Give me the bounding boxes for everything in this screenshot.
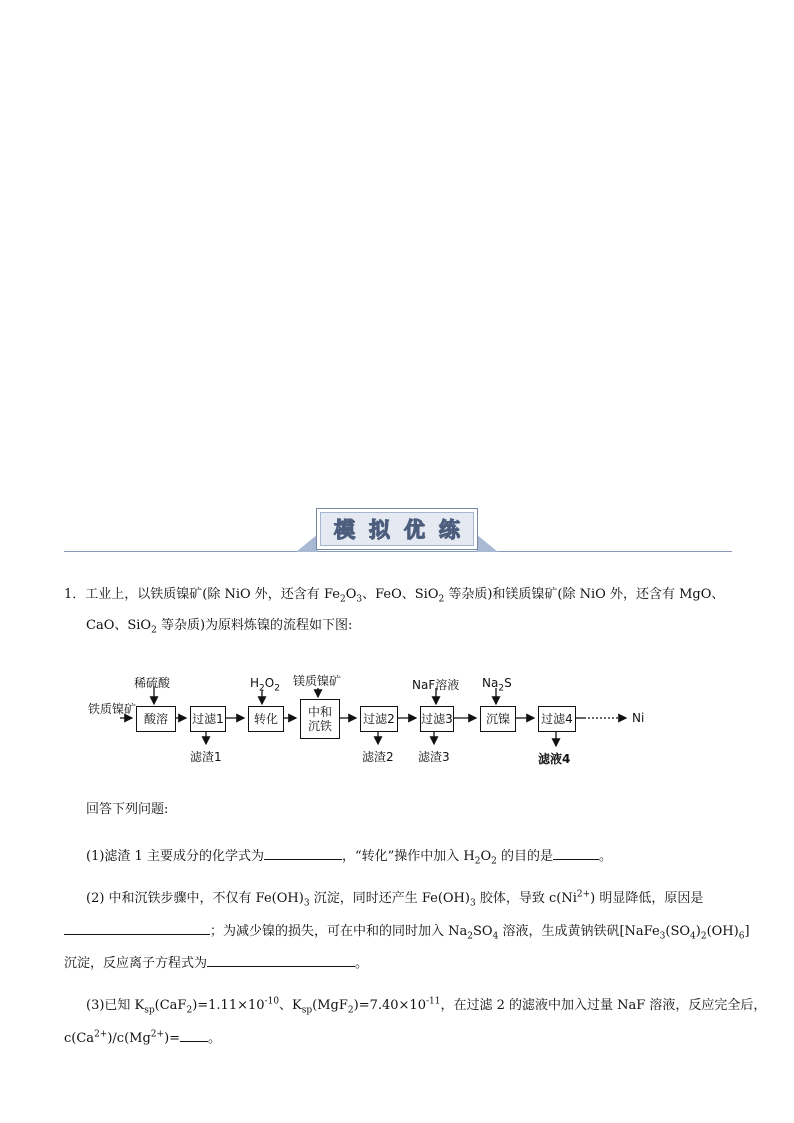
flow-step-filter-3: 过滤3: [420, 706, 454, 732]
flow-step-acid-dissolve: 酸溶: [136, 706, 176, 732]
banner-left-wing: [296, 534, 318, 552]
flow-output-residue-2: 滤渣2: [362, 750, 394, 764]
flow-input-mg-ore: 镁质镍矿: [293, 674, 342, 688]
banner-box: [316, 508, 478, 550]
question-intro-line2: CaO、SiO$_2$ 等杂质)为原料炼镍的流程如下图:: [86, 618, 353, 636]
flow-step-filter-1: 过滤1: [190, 706, 226, 732]
flow-start-label: 铁质镍矿: [88, 702, 137, 716]
flow-step-filter-4: 过滤4: [538, 706, 576, 732]
flow-output-residue-1: 滤渣1: [190, 750, 222, 764]
banner-rule: [64, 551, 732, 552]
question-part3-line1: (3)已知 $K_{sp}(CaF_2)=1.11\times 10^{-10}$、$K_{sp}(MgF_2)=7.40\times 10^{-11}$，在过滤 2 的滤液中加入过量 NaF 溶液，反应完全后，: [86, 996, 767, 1016]
answer-blank-1b[interactable]: [553, 846, 599, 860]
question-part2-line2: ；为减少镍的损失，可在中和的同时加入 $Na_2SO_4$ 溶液，生成黄钠铁矾$[NaFe_3(SO_4)_2(OH)_6]$: [64, 921, 750, 941]
flow-step-convert: 转化: [248, 706, 284, 732]
flow-input-na2s: $Na_2S$: [482, 676, 512, 694]
flow-output-filtrate-4: 滤液4: [538, 752, 571, 766]
question-number: 1．: [64, 587, 86, 602]
flow-step-nickel-precip: 沉镍: [480, 706, 516, 732]
process-flowchart: [86, 668, 666, 772]
section-banner: [64, 508, 732, 556]
banner-right-wing: [476, 534, 498, 552]
answer-blank-1a[interactable]: [264, 846, 342, 860]
question-part2-line3: 沉淀，反应离子方程式为 。: [64, 953, 368, 973]
flow-output-residue-3: 滤渣3: [418, 750, 450, 764]
question-part3-line2: $c(Ca^{2+})/c(Mg^{2+})=$ 。: [64, 1029, 222, 1046]
question-intro-line1: 1．工业上，以铁质镍矿(除 NiO 外，还含有 $Fe_2O_3$、FeO、SiO$_2$ 等杂质)和镁质镍矿(除 NiO 外，还含有 MgO、: [64, 587, 725, 605]
banner-title: 模拟优练: [334, 518, 474, 542]
question-prompt: 回答下列问题:: [86, 802, 169, 817]
flow-input-sulfuric-acid: 稀硫酸: [134, 676, 171, 690]
answer-blank-2b[interactable]: [207, 953, 355, 967]
flow-input-h2o2: $H_2O_2$: [250, 676, 280, 694]
question-part1: (1)滤渣 1 主要成分的化学式为 ，“转化”操作中加入 $H_2O_2$ 的目的是 。: [86, 846, 612, 866]
flow-end-product: Ni: [632, 711, 645, 725]
flow-input-naf: NaF溶液: [412, 678, 460, 692]
flow-step-neutralize: 中和 沉铁: [300, 699, 340, 739]
answer-blank-3[interactable]: [180, 1028, 208, 1042]
answer-blank-2a[interactable]: [64, 921, 210, 935]
question-part2-line1: (2) 中和沉铁步骤中，不仅有 $Fe(OH)_3$ 沉淀，同时还产生 $Fe(OH)_3$ 胶体，导致 $c(Ni^{2+})$ 明显降低，原因是: [86, 889, 704, 909]
flow-step-filter-2: 过滤2: [360, 706, 398, 732]
